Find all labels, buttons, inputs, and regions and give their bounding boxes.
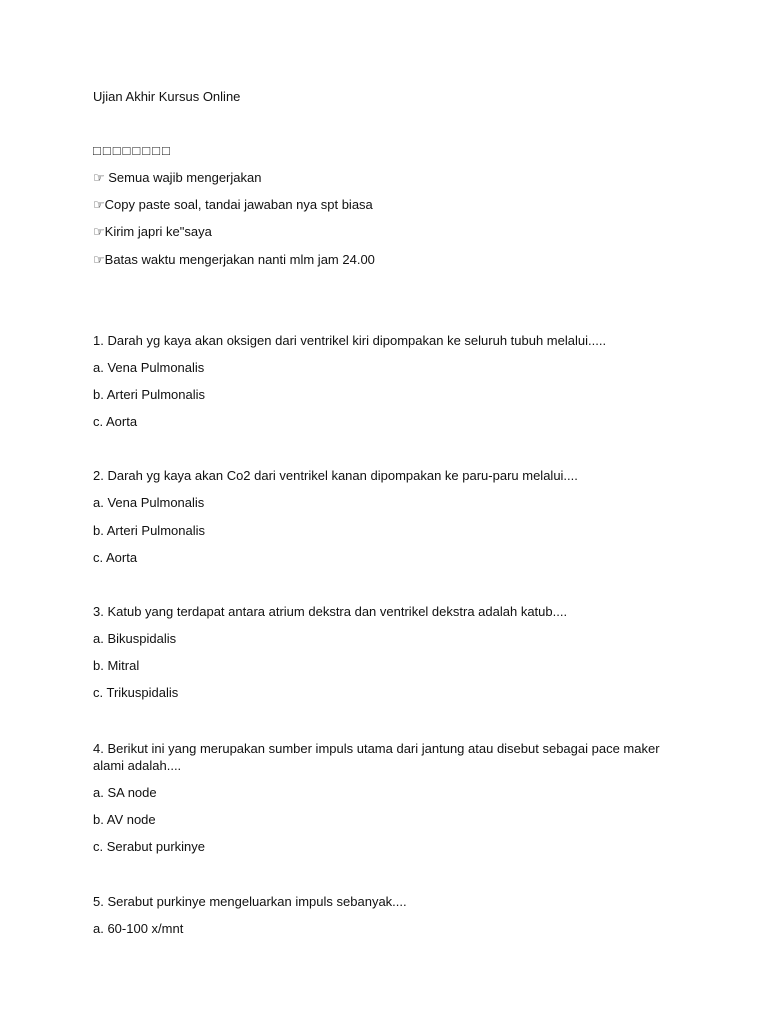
question-5-text: 5. Serabut purkinye mengeluarkan impuls sebanyak....	[93, 894, 407, 909]
question-2-option-c: c. Aorta	[93, 550, 138, 565]
instruction-line: ☞ Semua wajib mengerjakan	[93, 170, 262, 185]
question-1-option-c: c. Aorta	[93, 414, 138, 429]
question-1-text: 1. Darah yg kaya akan oksigen dari ventrikel kiri dipompakan ke seluruh tubuh melalui.....	[93, 333, 607, 348]
question-4-text: 4. Berikut ini yang merupakan sumber impuls utama dari jantung atau disebut sebagai pace maker alami adalah....	[93, 741, 660, 773]
question-3-option-b: b. Mitral	[93, 658, 140, 673]
question-3-text: 3. Katub yang terdapat antara atrium dekstra dan ventrikel dekstra adalah katub....	[93, 604, 568, 619]
question-2-option-b: b. Arteri Pulmonalis	[93, 523, 205, 538]
question-5-option-a: a. 60-100 x/mnt	[93, 921, 184, 936]
instruction-line: ☞Copy paste soal, tandai jawaban nya spt biasa	[93, 197, 373, 212]
placeholder-glyphs: □□□□□□□□	[93, 143, 172, 158]
question-2-text: 2. Darah yg kaya akan Co2 dari ventrikel kanan dipompakan ke paru-paru melalui....	[93, 468, 578, 483]
instruction-line: ☞Kirim japri ke"saya	[93, 224, 212, 239]
question-2-option-a: a. Vena Pulmonalis	[93, 495, 205, 510]
document-title: Ujian Akhir Kursus Online	[93, 89, 241, 104]
instruction-line: ☞Batas waktu mengerjakan nanti mlm jam 24.00	[93, 252, 375, 267]
question-3-option-c: c. Trikuspidalis	[93, 685, 179, 700]
question-1-option-a: a. Vena Pulmonalis	[93, 360, 205, 375]
question-4-option-c: c. Serabut purkinye	[93, 839, 206, 854]
question-4-option-a: a. SA node	[93, 785, 157, 800]
question-3-option-a: a. Bikuspidalis	[93, 631, 177, 646]
question-4-option-b: b. AV node	[93, 812, 156, 827]
question-1-option-b: b. Arteri Pulmonalis	[93, 387, 205, 402]
